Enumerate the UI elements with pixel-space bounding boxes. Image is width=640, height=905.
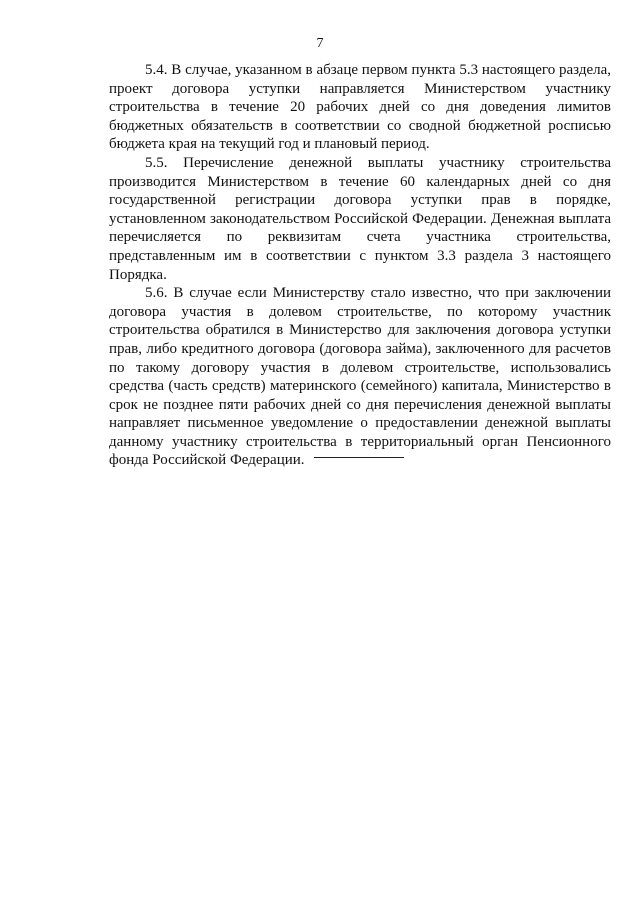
page-number: 7 <box>316 36 324 51</box>
paragraph-5-4: 5.4. В случае, указанном в абзаце первом пункта 5.3 настоящего раздела, проект договора уступки направляется Министерством участнику строительства в течение 20 рабочих дней со дня доведения лимитов бюджетных обязательств в соответствии со сводной бюджетной росписью бюджета края на текущий год и плановый период. <box>109 62 611 153</box>
paragraph-5-5: 5.5. Перечисление денежной выплаты участнику строительства производится Министерством в течение 60 календарных дней со дня государственной регистрации договора уступки прав в порядке, установленном законодательством Российской Федерации. Денежная выплата перечисляется по реквизитам счета участника строительства, представленным им в соответствии с пунктом 3.3 раздела 3 настоящего Порядка. <box>109 154 611 283</box>
end-divider-line <box>314 457 404 458</box>
paragraph-5-6: 5.6. В случае если Министерству стало известно, что при заключении договора участия в долевом строительстве, по которому участник строительства обратился в Министерство для заключения договора уступки прав, либо кредитного договора (договора займа), заключенного для расчетов по такому договору участия в долевом строительстве, использовались средства (часть средств) материнского (семейного) капитала, Министерство в срок не позднее пяти рабочих дней со дня перечисления денежной выплаты направляет письменное уведомление о предоставлении денежной выплаты данному участнику строительства в территориальный орган Пенсионного фонда Российской Федерации. <box>109 285 611 469</box>
document-body <box>109 61 611 470</box>
